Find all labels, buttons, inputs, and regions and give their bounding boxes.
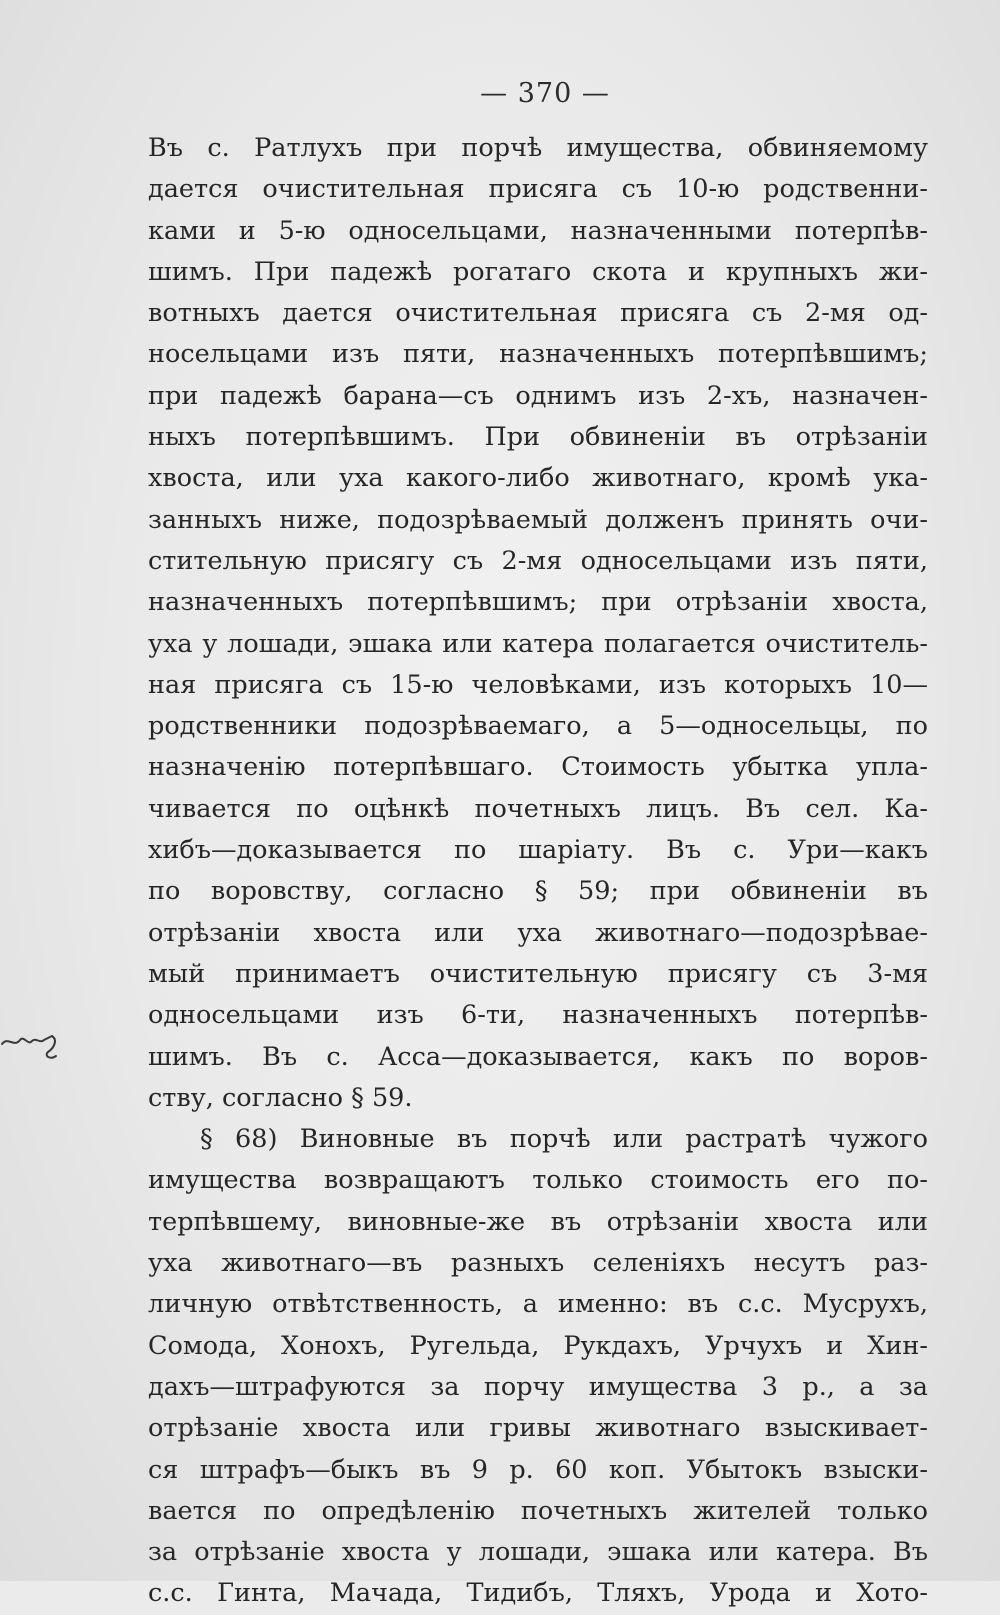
text-line: Сомода, Хонохъ, Ругельда, Рукдахъ, Урчухъ и Хин-	[148, 1330, 928, 1361]
text-line: при падежѣ барана—съ однимъ изъ 2-хъ, назначен-	[148, 380, 928, 411]
text-line: ныхъ потерпѣвшимъ. При обвиненіи въ отрѣзаніи	[148, 422, 928, 453]
text-line: по воровству, согласно § 59; при обвиненіи въ	[148, 876, 928, 907]
text-line: хвоста, или уха какого-либо животнаго, кромѣ ука-	[148, 463, 928, 494]
text-line: назначенію потерпѣвшаго. Стоимость убытка упла-	[148, 752, 928, 783]
text-line: отрѣзаніе хвоста или гривы животнаго взыскивает-	[148, 1413, 928, 1444]
text-line: чивается по оцѣнкѣ почетныхъ лицъ. Въ сел. Ка-	[148, 793, 928, 824]
text-line: шимъ. При падежѣ рогатаго скота и крупныхъ жи-	[148, 256, 928, 287]
page-number: — 370 —	[480, 78, 610, 109]
text-line: с.с. Гинта, Мачада, Тидибъ, Тляхъ, Урода и Хото-	[148, 1578, 928, 1609]
text-line: ками и 5-ю односельцами, назначенными потерпѣв-	[148, 215, 928, 246]
text-line: имущества возвращаютъ только стоимость его по-	[148, 1165, 928, 1196]
text-line: ная присяга съ 15-ю человѣками, изъ которыхъ 10—	[148, 669, 928, 700]
text-line: уха у лошади, эшака или катера полагается очиститель-	[148, 628, 928, 659]
text-line: личную отвѣтственность, а именно: въ с.с. Мусрухъ,	[148, 1289, 928, 1320]
paragraph-2	[148, 1119, 928, 1615]
text-line: занныхъ ниже, подозрѣваемый долженъ принять очи-	[148, 504, 928, 535]
text-line: ся штрафъ—быкъ въ 9 р. 60 коп. Убытокъ взыски-	[148, 1454, 928, 1485]
text-line: односельцами изъ 6-ти, назначенныхъ потерпѣв-	[148, 1000, 928, 1031]
text-line: за отрѣзаніе хвоста у лошади, эшака или катера. Въ	[148, 1537, 928, 1568]
handwritten-margin-mark	[0, 1022, 70, 1062]
text-line: ству, согласно § 59.	[148, 1082, 413, 1113]
page-text	[148, 128, 928, 1615]
text-line: вотныхъ дается очистительная присяга съ 2-мя од-	[148, 298, 928, 329]
text-line: уха животнаго—въ разныхъ селеніяхъ несутъ раз-	[148, 1248, 928, 1279]
text-line: дахъ—штрафуются за порчу имущества 3 р., а за	[148, 1371, 928, 1402]
text-line: вается по опредѣленію почетныхъ жителей только	[148, 1495, 928, 1526]
text-line: родственники подозрѣваемаго, а 5—односельцы, по	[148, 711, 928, 742]
text-line: стительную присягу съ 2-мя односельцами изъ пяти,	[148, 545, 928, 576]
text-line: Въ с. Ратлухъ при порчѣ имущества, обвиняемому	[148, 133, 928, 163]
text-line: терпѣвшему, виновные-же въ отрѣзаніи хвоста или	[148, 1206, 928, 1237]
text-line: отрѣзаніи хвоста или уха животнаго—подозрѣвае-	[148, 917, 928, 948]
paragraph-1	[148, 128, 928, 1119]
text-line: мый принимаетъ очистительную присягу съ 3-мя	[148, 958, 928, 989]
text-line: шимъ. Въ с. Асса—доказывается, какъ по воров-	[148, 1041, 928, 1072]
text-line: хибъ—доказывается по шаріату. Въ с. Ури—какъ	[148, 835, 928, 866]
text-line: дается очистительная присяга съ 10-ю родственни-	[148, 174, 928, 205]
text-line: носельцами изъ пяти, назначенныхъ потерпѣвшимъ;	[148, 339, 928, 370]
text-line: назначенныхъ потерпѣвшимъ; при отрѣзаніи хвоста,	[148, 587, 928, 618]
text-line: § 68) Виновные въ порчѣ или растратѣ чужого	[200, 1124, 928, 1155]
